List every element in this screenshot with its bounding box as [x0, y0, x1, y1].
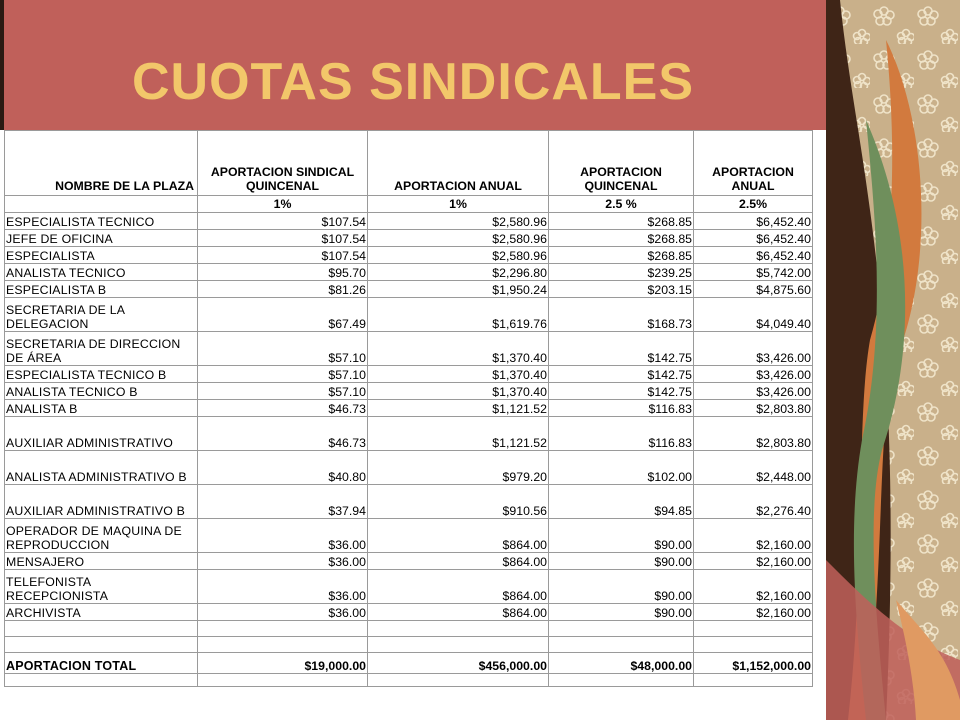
plaza-name-cell: ANALISTA TECNICO B: [5, 383, 198, 400]
amount-cell: $37.94: [198, 485, 368, 519]
amount-cell: $90.00: [549, 553, 694, 570]
amount-cell: $2,580.96: [368, 230, 549, 247]
amount-cell: $2,296.80: [368, 264, 549, 281]
empty-cell: [549, 674, 694, 687]
percent-cell: 2.5 %: [549, 196, 694, 213]
amount-cell: $239.25: [549, 264, 694, 281]
empty-cell: [549, 621, 694, 637]
header-aportacion-sindical-quincenal: APORTACION SINDICAL QUINCENAL: [198, 131, 368, 196]
amount-cell: $36.00: [198, 553, 368, 570]
percent-cell: 1%: [198, 196, 368, 213]
amount-cell: $95.70: [198, 264, 368, 281]
amount-cell: $864.00: [368, 553, 549, 570]
table-row: [5, 604, 813, 621]
amount-cell: $94.85: [549, 485, 694, 519]
amount-cell: $2,803.80: [694, 417, 813, 451]
amount-cell: $2,448.00: [694, 451, 813, 485]
amount-cell: $102.00: [549, 451, 694, 485]
empty-cell: [5, 637, 198, 653]
empty-cell: [694, 637, 813, 653]
amount-cell: $1,370.40: [368, 383, 549, 400]
blank-row: [5, 637, 813, 653]
amount-cell: $168.73: [549, 298, 694, 332]
table-row: [5, 281, 813, 298]
amount-cell: $4,049.40: [694, 298, 813, 332]
header-nombre-plaza: NOMBRE DE LA PLAZA: [5, 131, 198, 196]
amount-cell: $107.54: [198, 247, 368, 264]
amount-cell: $6,452.40: [694, 230, 813, 247]
amount-cell: $36.00: [198, 604, 368, 621]
empty-cell: [368, 674, 549, 687]
table-row: [5, 400, 813, 417]
amount-cell: $116.83: [549, 417, 694, 451]
amount-cell: $142.75: [549, 383, 694, 400]
amount-cell: $979.20: [368, 451, 549, 485]
percent-row: [5, 196, 813, 213]
total-amount-cell: $456,000.00: [368, 653, 549, 674]
table-row: [5, 264, 813, 281]
empty-cell: [368, 637, 549, 653]
table-row: [5, 213, 813, 230]
empty-cell: [368, 621, 549, 637]
amount-cell: $4,875.60: [694, 281, 813, 298]
amount-cell: $864.00: [368, 519, 549, 553]
plaza-name-cell: OPERADOR DE MAQUINA DE REPRODUCCION: [5, 519, 198, 553]
empty-cell: [198, 621, 368, 637]
amount-cell: $5,742.00: [694, 264, 813, 281]
table-row: [5, 553, 813, 570]
table-row: [5, 298, 813, 332]
plaza-name-cell: ANALISTA TECNICO: [5, 264, 198, 281]
plaza-name-cell: ARCHIVISTA: [5, 604, 198, 621]
amount-cell: $268.85: [549, 230, 694, 247]
amount-cell: $2,580.96: [368, 247, 549, 264]
amount-cell: $2,160.00: [694, 553, 813, 570]
amount-cell: $107.54: [198, 213, 368, 230]
plaza-name-cell: ESPECIALISTA TECNICO: [5, 213, 198, 230]
header-aportacion-anual-25: APORTACION ANUAL: [694, 131, 813, 196]
amount-cell: $90.00: [549, 519, 694, 553]
table-row: [5, 519, 813, 553]
total-amount-cell: $19,000.00: [198, 653, 368, 674]
amount-cell: $6,452.40: [694, 213, 813, 230]
amount-cell: $57.10: [198, 383, 368, 400]
table-row: [5, 485, 813, 519]
blank-row: [5, 674, 813, 687]
plaza-name-cell: JEFE DE OFICINA: [5, 230, 198, 247]
amount-cell: $203.15: [549, 281, 694, 298]
amount-cell: $107.54: [198, 230, 368, 247]
plaza-name-cell: ESPECIALISTA B: [5, 281, 198, 298]
blank-row: [5, 621, 813, 637]
empty-cell: [694, 674, 813, 687]
amount-cell: $2,276.40: [694, 485, 813, 519]
amount-cell: $46.73: [198, 400, 368, 417]
table-row: [5, 451, 813, 485]
table-row: [5, 570, 813, 604]
plaza-name-cell: TELEFONISTA RECEPCIONISTA: [5, 570, 198, 604]
amount-cell: $1,370.40: [368, 332, 549, 366]
amount-cell: $2,160.00: [694, 570, 813, 604]
header-aportacion-anual-1: APORTACION ANUAL: [368, 131, 549, 196]
amount-cell: $142.75: [549, 366, 694, 383]
amount-cell: $46.73: [198, 417, 368, 451]
amount-cell: $1,121.52: [368, 400, 549, 417]
amount-cell: $910.56: [368, 485, 549, 519]
table-row: [5, 417, 813, 451]
amount-cell: $3,426.00: [694, 366, 813, 383]
plaza-name-cell: SECRETARIA DE DIRECCION DE ÁREA: [5, 332, 198, 366]
amount-cell: $268.85: [549, 213, 694, 230]
plaza-name-cell: ANALISTA ADMINISTRATIVO B: [5, 451, 198, 485]
amount-cell: $36.00: [198, 519, 368, 553]
amount-cell: $142.75: [549, 332, 694, 366]
percent-cell: 2.5%: [694, 196, 813, 213]
amount-cell: $81.26: [198, 281, 368, 298]
amount-cell: $864.00: [368, 570, 549, 604]
amount-cell: $2,160.00: [694, 604, 813, 621]
plaza-name-cell: ANALISTA B: [5, 400, 198, 417]
amount-cell: $67.49: [198, 298, 368, 332]
header-aportacion-quincenal: APORTACION QUINCENAL: [549, 131, 694, 196]
total-row: [5, 653, 813, 674]
amount-cell: $1,121.52: [368, 417, 549, 451]
total-amount-cell: $1,152,000.00: [694, 653, 813, 674]
plaza-name-cell: AUXILIAR ADMINISTRATIVO B: [5, 485, 198, 519]
empty-cell: [549, 637, 694, 653]
cuotas-table: [4, 130, 813, 687]
amount-cell: $1,950.24: [368, 281, 549, 298]
amount-cell: $1,370.40: [368, 366, 549, 383]
percent-cell: [5, 196, 198, 213]
table-row: [5, 383, 813, 400]
amount-cell: $2,580.96: [368, 213, 549, 230]
total-amount-cell: $48,000.00: [549, 653, 694, 674]
empty-cell: [198, 637, 368, 653]
table-row: [5, 247, 813, 264]
amount-cell: $90.00: [549, 604, 694, 621]
amount-cell: $6,452.40: [694, 247, 813, 264]
amount-cell: $864.00: [368, 604, 549, 621]
amount-cell: $40.80: [198, 451, 368, 485]
amount-cell: $2,160.00: [694, 519, 813, 553]
empty-cell: [5, 674, 198, 687]
plaza-name-cell: MENSAJERO: [5, 553, 198, 570]
plaza-name-cell: ESPECIALISTA: [5, 247, 198, 264]
table-row: [5, 366, 813, 383]
table-row: [5, 230, 813, 247]
empty-cell: [5, 621, 198, 637]
amount-cell: $36.00: [198, 570, 368, 604]
empty-cell: [694, 621, 813, 637]
empty-cell: [198, 674, 368, 687]
amount-cell: $3,426.00: [694, 383, 813, 400]
amount-cell: $116.83: [549, 400, 694, 417]
amount-cell: $57.10: [198, 366, 368, 383]
plaza-name-cell: ESPECIALISTA TECNICO B: [5, 366, 198, 383]
total-label-cell: APORTACION TOTAL: [5, 653, 198, 674]
table-row: [5, 332, 813, 366]
amount-cell: $268.85: [549, 247, 694, 264]
percent-cell: 1%: [368, 196, 549, 213]
plaza-name-cell: AUXILIAR ADMINISTRATIVO: [5, 417, 198, 451]
amount-cell: $90.00: [549, 570, 694, 604]
plaza-name-cell: SECRETARIA DE LA DELEGACION: [5, 298, 198, 332]
header-row: [5, 131, 813, 196]
slide-title: CUOTAS SINDICALES: [131, 53, 695, 111]
amount-cell: $2,803.80: [694, 400, 813, 417]
decorative-floral-panel: [826, 0, 960, 720]
amount-cell: $1,619.76: [368, 298, 549, 332]
amount-cell: $57.10: [198, 332, 368, 366]
amount-cell: $3,426.00: [694, 332, 813, 366]
